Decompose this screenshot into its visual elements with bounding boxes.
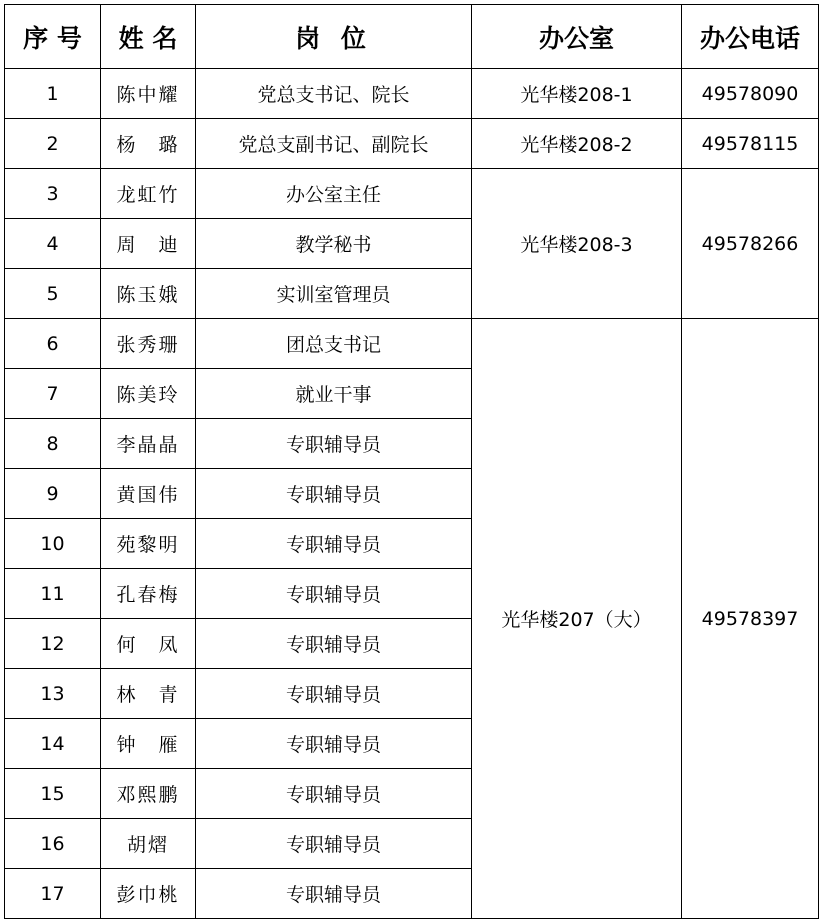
cell-post: 专职辅导员 xyxy=(196,419,472,469)
cell-index: 6 xyxy=(5,319,101,369)
staff-directory-table xyxy=(4,4,819,919)
cell-name: 孔春梅 xyxy=(101,569,196,619)
cell-post: 专职辅导员 xyxy=(196,869,472,919)
cell-phone: 49578115 xyxy=(682,119,819,169)
cell-index: 14 xyxy=(5,719,101,769)
cell-index: 12 xyxy=(5,619,101,669)
cell-post: 专职辅导员 xyxy=(196,819,472,869)
cell-index: 16 xyxy=(5,819,101,869)
cell-phone-merged: 49578397 xyxy=(682,319,819,919)
header-name: 姓 名 xyxy=(101,5,196,69)
cell-post: 专职辅导员 xyxy=(196,619,472,669)
header-phone: 办公电话 xyxy=(682,5,819,69)
table-header-row xyxy=(5,5,819,69)
cell-post: 专职辅导员 xyxy=(196,769,472,819)
cell-name: 杨 璐 xyxy=(101,119,196,169)
cell-index: 1 xyxy=(5,69,101,119)
cell-name: 陈中耀 xyxy=(101,69,196,119)
cell-name: 周 迪 xyxy=(101,219,196,269)
cell-index: 11 xyxy=(5,569,101,619)
cell-name: 龙虹竹 xyxy=(101,169,196,219)
cell-name: 邓熙鹏 xyxy=(101,769,196,819)
cell-index: 7 xyxy=(5,369,101,419)
table-row xyxy=(5,319,819,369)
cell-index: 5 xyxy=(5,269,101,319)
cell-index: 4 xyxy=(5,219,101,269)
cell-name: 何 凤 xyxy=(101,619,196,669)
header-post: 岗 位 xyxy=(196,5,472,69)
cell-name: 李晶晶 xyxy=(101,419,196,469)
cell-phone-merged: 49578266 xyxy=(682,169,819,319)
table-row xyxy=(5,119,819,169)
cell-name: 林 青 xyxy=(101,669,196,719)
cell-name: 彭巾桃 xyxy=(101,869,196,919)
cell-index: 15 xyxy=(5,769,101,819)
cell-index: 8 xyxy=(5,419,101,469)
cell-index: 2 xyxy=(5,119,101,169)
cell-post: 教学秘书 xyxy=(196,219,472,269)
cell-office: 光华楼208-1 xyxy=(472,69,682,119)
cell-name: 钟 雁 xyxy=(101,719,196,769)
header-office: 办公室 xyxy=(472,5,682,69)
table-row xyxy=(5,169,819,219)
table-row xyxy=(5,69,819,119)
cell-post: 党总支书记、院长 xyxy=(196,69,472,119)
cell-office-merged: 光华楼208-3 xyxy=(472,169,682,319)
cell-post: 就业干事 xyxy=(196,369,472,419)
cell-post: 党总支副书记、副院长 xyxy=(196,119,472,169)
cell-name: 胡熠 xyxy=(101,819,196,869)
cell-office: 光华楼208-2 xyxy=(472,119,682,169)
cell-post: 办公室主任 xyxy=(196,169,472,219)
cell-name: 黄国伟 xyxy=(101,469,196,519)
cell-post: 专职辅导员 xyxy=(196,669,472,719)
cell-index: 9 xyxy=(5,469,101,519)
cell-index: 13 xyxy=(5,669,101,719)
cell-post: 专职辅导员 xyxy=(196,719,472,769)
cell-post: 专职辅导员 xyxy=(196,569,472,619)
cell-name: 苑黎明 xyxy=(101,519,196,569)
cell-index: 10 xyxy=(5,519,101,569)
cell-name: 陈玉娥 xyxy=(101,269,196,319)
header-index: 序 号 xyxy=(5,5,101,69)
cell-index: 3 xyxy=(5,169,101,219)
cell-name: 陈美玲 xyxy=(101,369,196,419)
cell-post: 专职辅导员 xyxy=(196,469,472,519)
cell-post: 团总支书记 xyxy=(196,319,472,369)
cell-index: 17 xyxy=(5,869,101,919)
cell-phone: 49578090 xyxy=(682,69,819,119)
cell-post: 专职辅导员 xyxy=(196,519,472,569)
cell-name: 张秀珊 xyxy=(101,319,196,369)
cell-post: 实训室管理员 xyxy=(196,269,472,319)
cell-office-merged: 光华楼207（大） xyxy=(472,319,682,919)
